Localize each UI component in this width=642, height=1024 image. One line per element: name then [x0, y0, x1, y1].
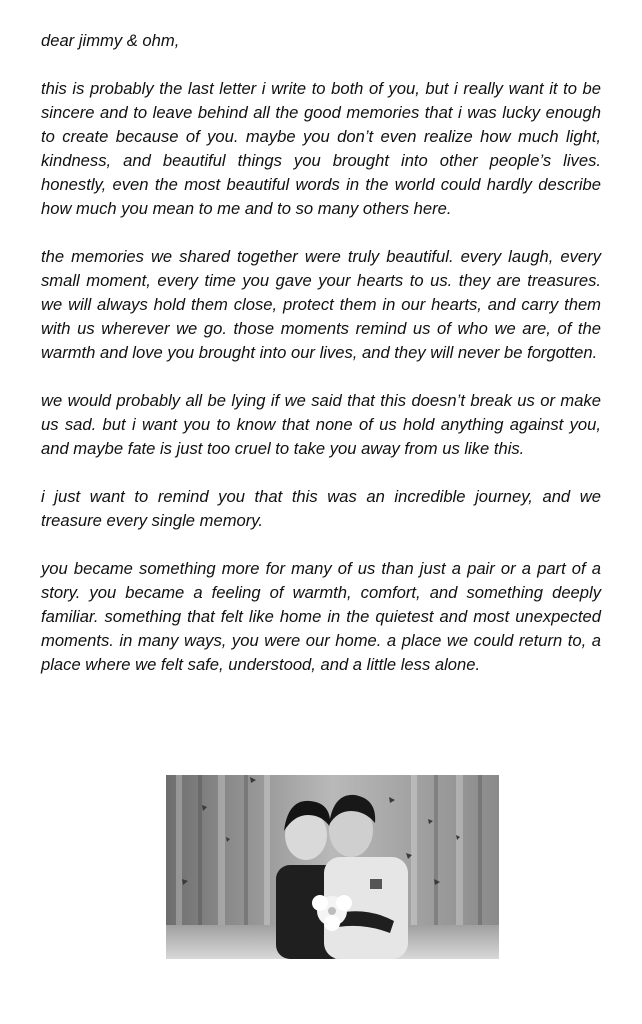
letter-paragraph-2: the memories we shared together were truly beautiful. every laugh, every small moment, every time you gave your hearts to us. they are treasures. we will always hold them close, protect them in our hearts, and carry them with us wherever we go. those moments remind us of who we are, of the warmth and love you brought into our lives, and they will never be forgotten.: [41, 247, 601, 362]
photo-illustration: [166, 775, 499, 959]
letter-paragraph-1: this is probably the last letter i write to both of you, but i really want it to be sincere and to leave behind all the good memories that i was lucky enough to create because of you. maybe you don’t even realize how much light, kindness, and beautiful things you brought into other people’s lives. honestly, even the most beautiful words in the world could hardly describe how much you mean to me and to so many others here.: [41, 79, 601, 218]
letter-paragraph-3: we would probably all be lying if we said that this doesn’t break us or make us sad. but i want you to know that none of us hold anything against you, and maybe fate is just too cruel to take you away from us like this.: [41, 391, 601, 458]
letter-salutation: dear jimmy & ohm,: [41, 31, 180, 50]
letter-paragraph-4: i just want to remind you that this was an incredible journey, and we treasure every single memory.: [41, 487, 601, 530]
letter-body: [41, 29, 601, 701]
letter-paragraph-5: you became something more for many of us than just a pair or a part of a story. you became a feeling of warmth, comfort, and something deeply familiar. something that felt like home in the quietest and most unexpected moments. in many ways, you were our home. a place we could return to, a place where we felt safe, understood, and a little less alone.: [41, 559, 601, 674]
black-and-white-photo: [166, 775, 499, 959]
